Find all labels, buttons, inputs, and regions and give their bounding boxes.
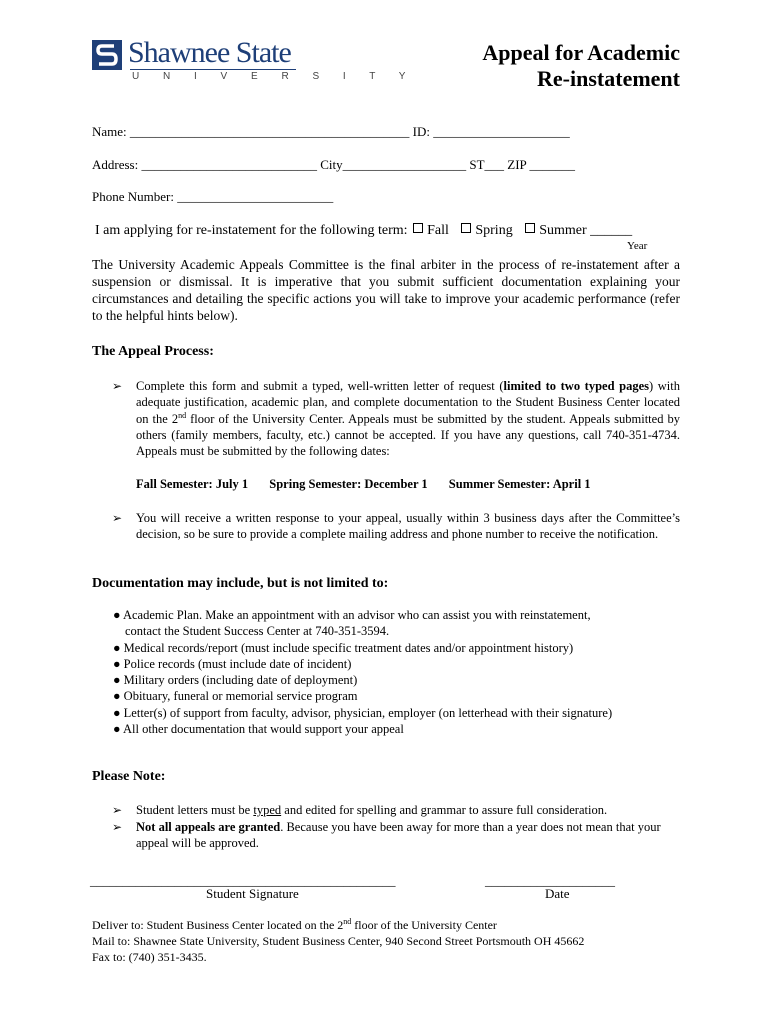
bullet1-text-b: ) with adequate justification, academic plan, and complete documentation to the Student Business Center located on the 2 [136,379,681,426]
address-field[interactable]: Address: ___________________________ City___________________ ST___ ZIP _______ [92,157,576,172]
deadline-summer: Summer Semester: April 1 [448,477,591,491]
note2-text: . Because you have been away for more than a year does not mean that your appeal will be approved. [136,820,661,851]
phone-field[interactable]: Phone Number: ________________________ [92,189,334,204]
bullet1-sup: nd [178,410,187,420]
logo-subtitle: U N I V E R S I T Y [132,71,416,82]
spring-checkbox[interactable] [461,223,471,233]
bullet1-text-c: floor of the University Center. Appeals must be submitted by the student. Appeals submitted by others (family members, faculty, etc.) cannot be accepted. If you have any questions, call 740-351-4734. Appeals must be submitted by the following dates: [136,411,680,459]
arrow-bullet-icon: ➢ [112,511,123,525]
arrow-bullet-icon: ➢ [112,379,123,393]
deliver-sup: nd [343,917,352,926]
bullet2-text: You will receive a written response to your appeal, usually within 3 business days after the Committee’s decision, so be sure to provide a complete mailing address and phone number to receive the notification. [136,511,680,542]
mail-to-line: Mail to: Shawnee State University, Student Business Center, 940 Second Street Portsmouth OH 45662 [92,934,585,948]
note2-bold: Not all appeals are granted [136,820,281,834]
deadline-fall: Fall Semester: July 1 [136,477,249,491]
intro-paragraph: The University Academic Appeals Committee is the final arbiter in the process of re-instatement after a suspension or dismissal. It is imperative that you submit sufficient documentation explaining your circumstances and detailing the specific actions you will take to improve your academic performance (refer to the helpful hints below). [92,257,680,323]
deliver-text-b: floor of the University Center [351,918,497,932]
term-row [95,223,632,239]
deadline-spring: Spring Semester: December 1 [269,477,428,491]
university-logo [92,36,416,90]
note-bullet-1 [112,802,680,818]
list-item: ● Medical records/report (must include specific treatment dates and/or appointment history) [113,640,574,655]
signature-line[interactable]: _______________________________________________ [90,873,396,888]
signature-label: Student Signature [206,886,299,901]
appeal-bullet-2 [112,510,680,543]
fall-label: Fall [427,223,449,238]
fall-checkbox[interactable] [413,223,423,233]
term-prompt: I am applying for re-instatement for the following term: [95,223,408,238]
deliver-to-line [92,917,584,933]
summer-checkbox[interactable] [525,223,535,233]
page-title [482,40,680,92]
summer-year-field[interactable]: Summer ______ [539,223,633,238]
title-line-2: Re-instatement [537,66,680,91]
list-item: ● Letter(s) of support from faculty, advisor, physician, employer (on letterhead with their signature) [113,705,613,720]
list-item-continuation: contact the Student Success Center at 740-351-3594. [125,624,390,639]
list-item: ● Academic Plan. Make an appointment with an advisor who can assist you with reinstatement, [113,608,591,622]
delivery-footer [92,917,584,965]
bullet1-bold: limited to two typed pages [503,379,650,393]
year-label: Year [627,240,648,252]
logo-divider [130,69,296,70]
bullet1-text-a: Complete this form and submit a typed, well-written letter of request ( [136,379,504,393]
documentation-list [113,607,713,737]
arrow-bullet-icon: ➢ [112,803,123,817]
spring-label: Spring [475,223,513,238]
deliver-text-a: Deliver to: Student Business Center located on the 2 [92,918,344,932]
note1-underlined: typed [253,803,282,817]
appeal-bullet-1 [112,378,680,459]
date-line[interactable]: ____________________ [485,873,615,888]
title-line-1: Appeal for Academic [482,40,680,65]
list-item: ● Police records (must include date of incident) [113,656,352,671]
logo-name: Shawnee State [128,36,291,69]
fax-to-line: Fax to: (740) 351-3435. [92,950,207,964]
appeal-process-heading: The Appeal Process: [92,344,214,359]
note1-text-a: Student letters must be [136,803,254,817]
list-item: ● All other documentation that would support your appeal [113,722,404,737]
date-label: Date [545,886,570,901]
please-note-heading: Please Note: [92,769,166,784]
documentation-heading: Documentation may include, but is not limited to: [92,576,389,591]
name-id-field[interactable]: Name: ___________________________________________ ID: _____________________ [92,124,570,139]
shawnee-s-logo-icon [92,40,122,70]
list-item: ● Military orders (including date of deployment) [113,673,358,688]
note1-text-b: and edited for spelling and grammar to assure full consideration. [281,803,608,817]
arrow-bullet-icon: ➢ [112,820,123,834]
list-item: ● Obituary, funeral or memorial service program [113,689,358,704]
deadlines-row [136,477,609,492]
note-bullet-2 [112,819,680,852]
